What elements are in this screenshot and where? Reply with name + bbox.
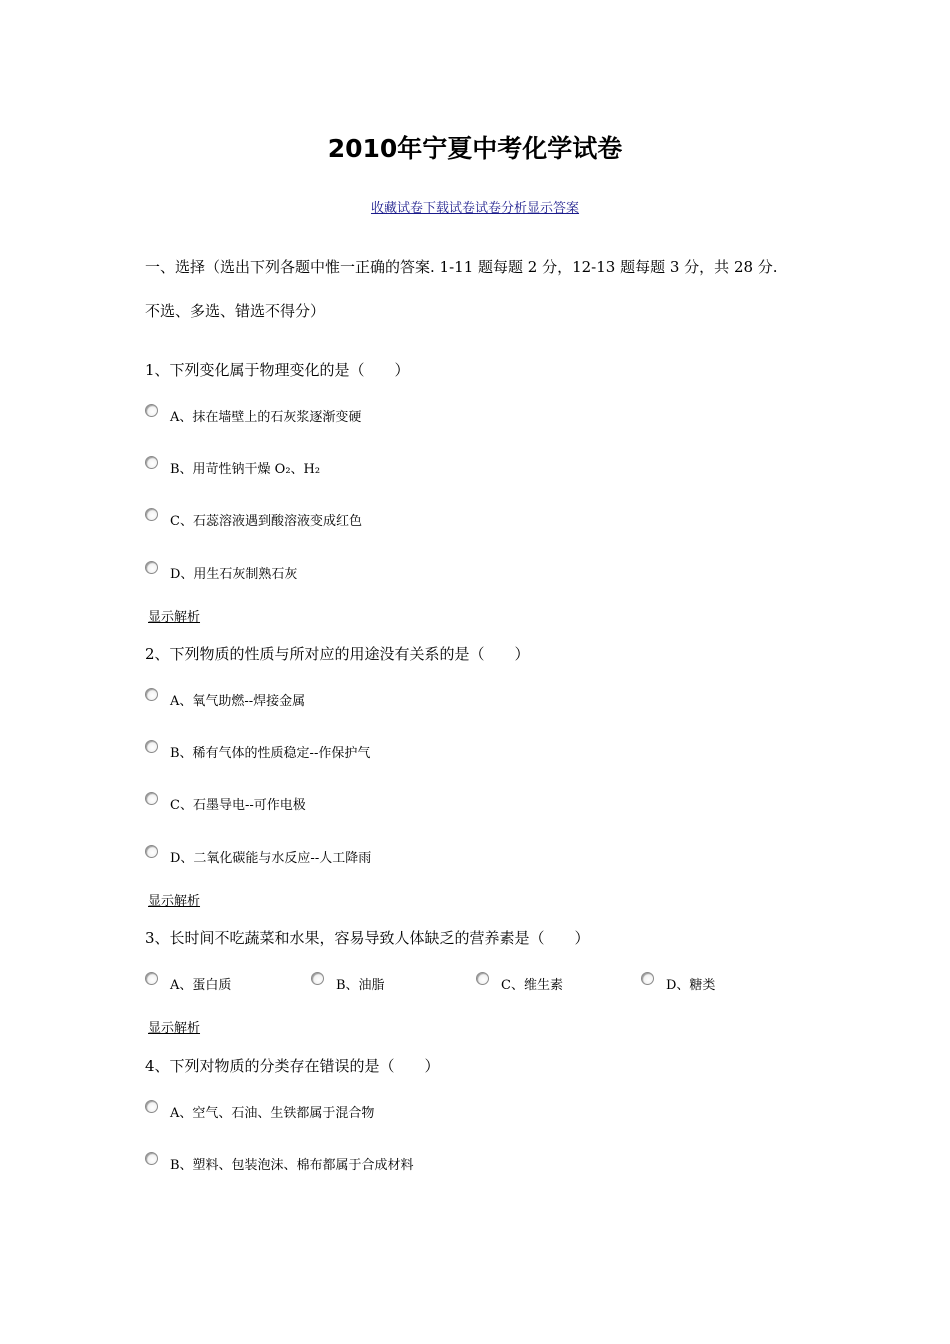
radio-button[interactable] [145, 456, 158, 469]
section-instructions-line2: 不选、多选、错选不得分） [145, 302, 326, 320]
radio-button[interactable] [145, 1100, 158, 1113]
question-4-text: 4、下列对物质的分类存在错误的是（ ） [145, 1057, 440, 1075]
option-label: D、糖类 [666, 978, 716, 993]
radio-button[interactable] [145, 1152, 158, 1165]
option-label: A、氧气助燃--焊接金属 [170, 694, 306, 709]
radio-button[interactable] [145, 561, 158, 574]
option-label: A、抹在墙壁上的石灰浆逐渐变硬 [170, 410, 362, 425]
q3-show-explanation-link[interactable]: 显示解析 [148, 1021, 201, 1036]
option-label: C、维生素 [501, 978, 563, 993]
option-label: C、石蕊溶液遇到酸溶液变成红色 [170, 514, 362, 529]
option-label: C、石墨导电--可作电极 [170, 798, 306, 813]
section-instructions-line1: 一、选择（选出下列各题中惟一正确的答案. 1-11 题每题 2 分，12-13 题每题 3 分，共 28 分. [145, 258, 778, 276]
paper-analysis-link[interactable]: 试卷分析 [475, 201, 528, 216]
question-1-text: 1、下列变化属于物理变化的是（ ） [145, 361, 410, 379]
radio-button[interactable] [145, 740, 158, 753]
radio-button[interactable] [476, 972, 489, 985]
page-title: 2010年宁夏中考化学试卷 [327, 134, 623, 163]
favorite-paper-link[interactable]: 收藏试卷 [370, 201, 423, 216]
option-label: A、蛋白质 [170, 978, 232, 993]
radio-button[interactable] [145, 972, 158, 985]
option-label: D、二氧化碳能与水反应--人工降雨 [170, 851, 372, 866]
q1-show-explanation-link[interactable]: 显示解析 [148, 610, 201, 625]
option-label: D、用生石灰制熟石灰 [170, 567, 298, 582]
option-label: A、空气、石油、生铁都属于混合物 [170, 1106, 375, 1121]
show-answers-link[interactable]: 显示答案 [527, 201, 580, 216]
radio-button[interactable] [145, 508, 158, 521]
download-paper-link[interactable]: 下载试卷 [422, 201, 475, 216]
radio-button[interactable] [145, 845, 158, 858]
radio-button[interactable] [145, 688, 158, 701]
question-2-text: 2、下列物质的性质与所对应的用途没有关系的是（ ） [145, 645, 530, 663]
option-label: B、稀有气体的性质稳定--作保护气 [170, 746, 371, 761]
radio-button[interactable] [641, 972, 654, 985]
option-label: B、塑料、包装泡沫、棉布都属于合成材料 [170, 1158, 414, 1173]
question-3-text: 3、长时间不吃蔬菜和水果，容易导致人体缺乏的营养素是（ ） [145, 929, 590, 947]
option-label: B、用苛性钠干燥 O₂、H₂ [170, 462, 321, 477]
top-links [0, 200, 950, 218]
radio-button[interactable] [145, 792, 158, 805]
option-label: B、油脂 [336, 978, 385, 993]
radio-button[interactable] [145, 404, 158, 417]
radio-button[interactable] [311, 972, 324, 985]
q2-show-explanation-link[interactable]: 显示解析 [148, 894, 201, 909]
